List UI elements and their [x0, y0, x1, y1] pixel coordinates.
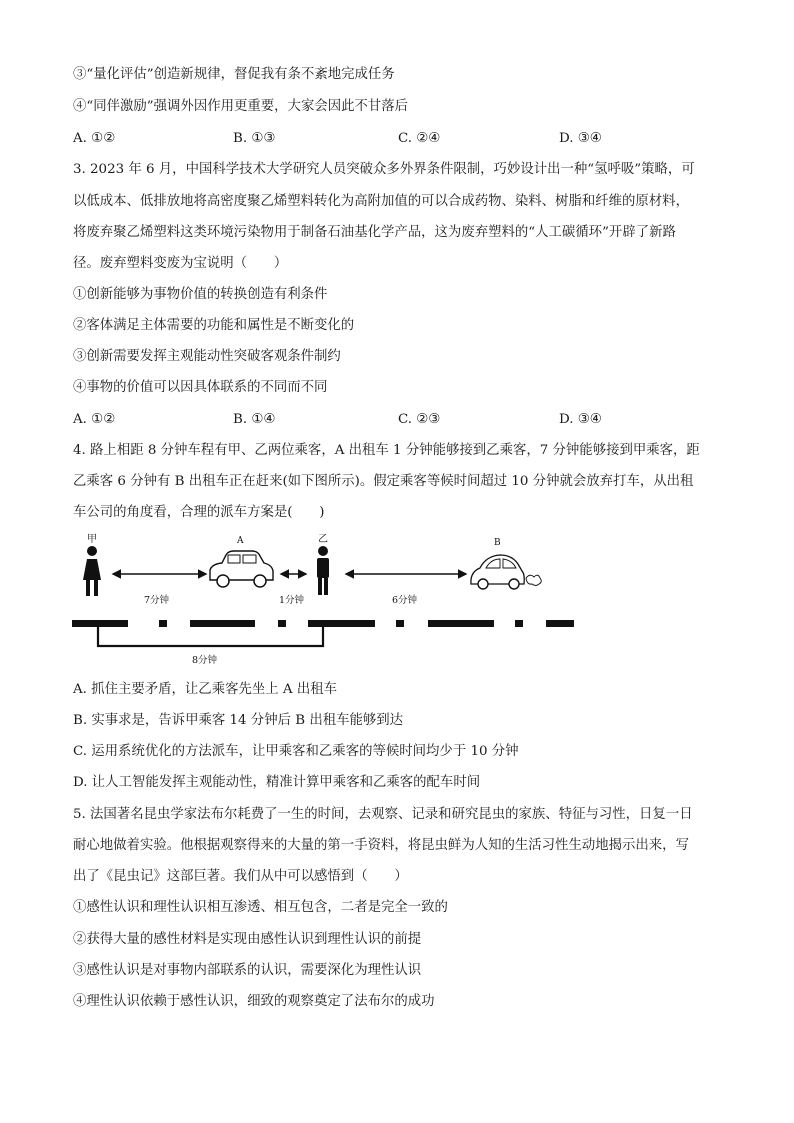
dist-jia-a: 7分钟: [144, 595, 170, 606]
label-yi: 乙: [318, 534, 328, 545]
q4-stem-line-1: 4. 路上相距 8 分钟车程有甲、乙两位乘客，A 出租车 1 分钟能够接到乙乘客，7 分钟能够接到甲乘客，距: [73, 443, 700, 458]
label-a: A: [237, 536, 244, 546]
q4-choice-c[interactable]: C. 运用系统优化的方法派车，让甲乘客和乙乘客的等候时间均少于 10 分钟: [73, 744, 519, 759]
q2-item-3: ③“量化评估”创造新规律，督促我有条不紊地完成任务: [73, 67, 395, 82]
q5-item-4: ④理性认识依赖于感性认识，细致的观察奠定了法布尔的成功: [73, 994, 435, 1009]
q5-item-2: ②获得大量的感性材料是实现由感性认识到理性认识的前提: [73, 932, 422, 947]
q5-item-3: ③感性认识是对事物内部联系的认识，需要深化为理性认识: [73, 963, 422, 978]
q4-choice-a[interactable]: A. 抓住主要矛盾，让乙乘客先坐上 A 出租车: [73, 682, 338, 697]
q2-option-c[interactable]: C. ②④: [398, 131, 441, 146]
q2-option-d[interactable]: D. ③④: [559, 131, 602, 146]
q3-stem-line-2: 以低成本、低排放地将高密度聚乙烯塑料转化为高附加值的可以合成药物、染料、树脂和纤维的原材料，: [73, 194, 689, 209]
q2-option-a[interactable]: A. ①②: [73, 131, 116, 146]
dist-total: 8分钟: [192, 655, 218, 666]
dist-a-yi: 1分钟: [279, 595, 305, 606]
q3-option-c[interactable]: C. ②③: [398, 412, 441, 427]
taxi-b-icon: [471, 555, 541, 589]
q3-item-1: ①创新能够为事物价值的转换创造有利条件: [73, 287, 328, 302]
q4-choice-d[interactable]: D. 让人工智能发挥主观能动性，精准计算甲乘客和乙乘客的配车时间: [73, 775, 481, 790]
q4-choice-b[interactable]: B. 实事求是，告诉甲乘客 14 分钟后 B 出租车能够到达: [73, 713, 404, 728]
q4-stem-line-3: 车公司的角度看，合理的派车方案是( ): [73, 505, 325, 520]
q3-option-d[interactable]: D. ③④: [559, 412, 602, 427]
q3-stem-line-3: 将废弃聚乙烯塑料这类环境污染物用于制备石油基化学产品，这为废弃塑料的“人工碳循环”开辟了新路: [73, 225, 676, 240]
q3-option-a[interactable]: A. ①②: [73, 412, 116, 427]
q3-option-b[interactable]: B. ①④: [233, 412, 276, 427]
passenger-yi-icon: [317, 546, 329, 595]
q3-options: [73, 411, 633, 429]
q3-stem-line-1: 3. 2023 年 6 月，中国科学技术大学研究人员突破众多外界条件限制，巧妙设计出一种“氢呼吸”策略，可: [73, 162, 695, 177]
q3-item-4: ④事物的价值可以因具体联系的不同而不同: [73, 380, 328, 395]
q4-stem-line-2: 乙乘客 6 分钟有 B 出租车正在赶来(如下图所示)。假定乘客等候时间超过 10 分钟就会放弃打车，从出租: [73, 474, 694, 489]
q5-stem-line-2: 耐心地做着实验。他根据观察得来的大量的第一手资料，将昆虫鲜为人知的生活习性生动地揭示出来，写: [73, 838, 689, 853]
taxi-diagram-svg: [66, 528, 586, 676]
q3-item-3: ③创新需要发挥主观能动性突破客观条件制约: [73, 349, 341, 364]
road-line: [72, 620, 574, 627]
q2-item-4: ④“同伴激励”强调外因作用更重要，大家会因此不甘落后: [73, 99, 409, 114]
q2-options: [73, 130, 633, 148]
q5-stem-line-1: 5. 法国著名昆虫学家法布尔耗费了一生的时间，去观察、记录和研究昆虫的家族、特征与习性，日复一日: [73, 807, 693, 822]
label-b: B: [494, 538, 501, 548]
q3-item-2: ②客体满足主体需要的功能和属性是不断变化的: [73, 318, 355, 333]
q5-item-1: ①感性认识和理性认识相互渗透、相互包含，二者是完全一致的: [73, 900, 448, 915]
passenger-jia-icon: [83, 546, 101, 596]
taxi-diagram: [66, 528, 586, 676]
taxi-a-icon: [210, 551, 273, 587]
q3-stem-line-4: 径。废弃塑料变废为宝说明（ ）: [73, 256, 288, 271]
q5-stem-line-3: 出了《昆虫记》这部巨著。我们从中可以感悟到（ ）: [73, 869, 408, 884]
dist-yi-b: 6分钟: [392, 595, 418, 606]
total-distance-bracket: [98, 627, 323, 646]
label-jia: 甲: [87, 534, 97, 545]
q2-option-b[interactable]: B. ①③: [233, 131, 276, 146]
